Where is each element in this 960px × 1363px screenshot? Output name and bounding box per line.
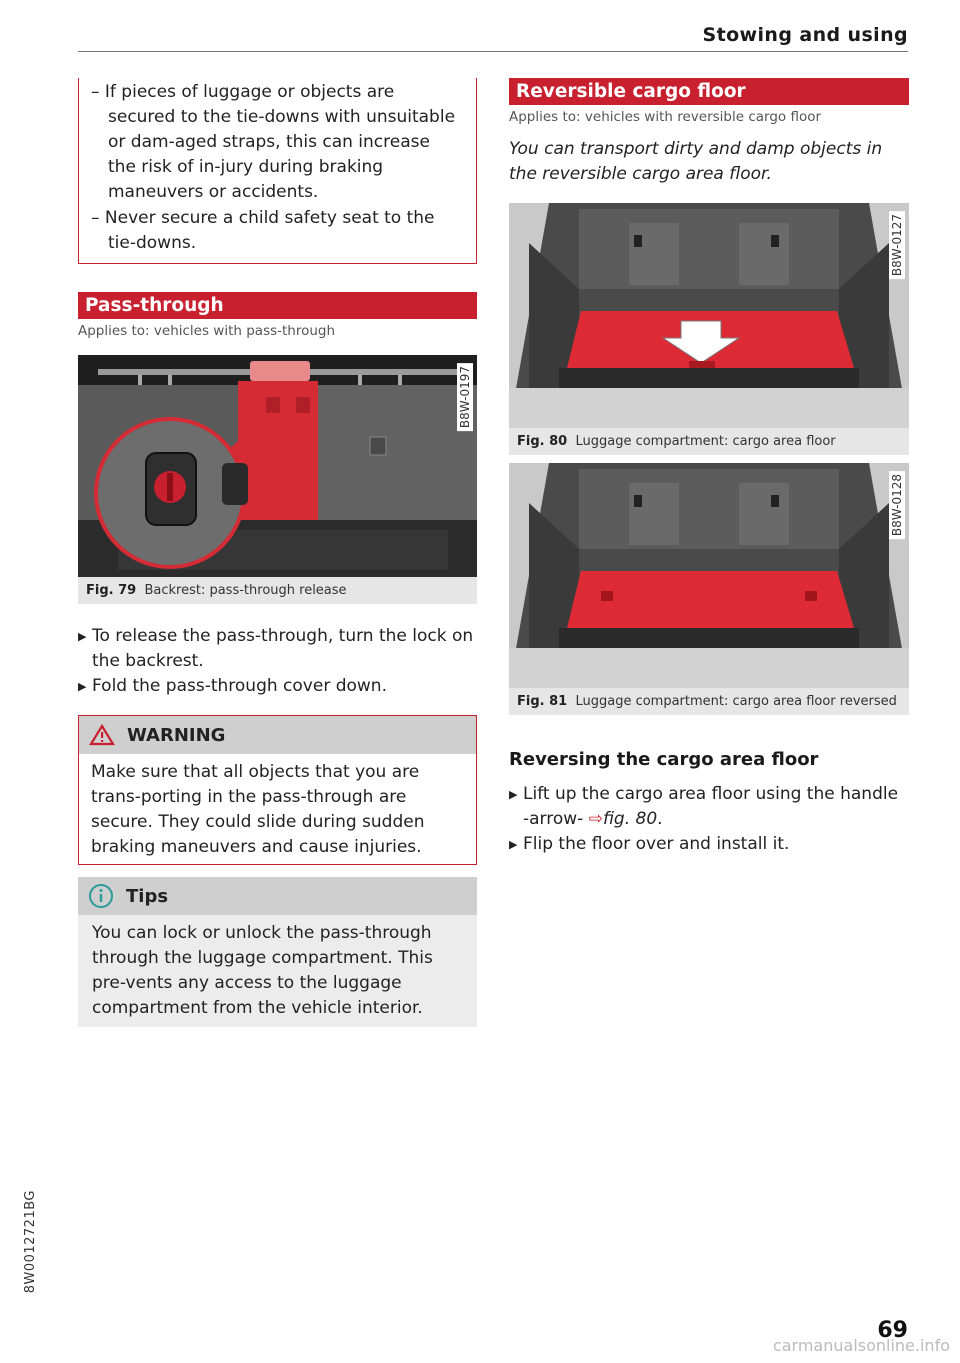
tips-label: Tips [126, 885, 169, 907]
step-item [509, 832, 909, 857]
figure-80 [509, 203, 909, 455]
figure-caption-text: Luggage compartment: cargo area floor [575, 434, 836, 449]
step-text: Lift up the cargo area floor using the handle -arrow- [523, 784, 899, 829]
document-code: 8W0012721BG [23, 1190, 38, 1294]
page-number: 69 [877, 1318, 908, 1343]
step-text: To release the pass-through, turn the lock on the backrest. [92, 626, 474, 671]
info-icon [88, 883, 114, 909]
figure-79 [78, 355, 477, 604]
figure-reference[interactable]: fig. 80 [602, 809, 658, 829]
tips-header [78, 877, 477, 915]
figure-80-image [509, 203, 909, 428]
figure-code: B8W-0197 [457, 363, 473, 431]
intro-text: You can transport dirty and damp objects in the reversible cargo area floor. [509, 139, 883, 184]
figure-81 [509, 463, 909, 715]
running-header: Stowing and using [702, 24, 908, 46]
step-item [78, 674, 477, 699]
warning-text: Make sure that all objects that you are trans-porting in the pass-through are secure. They could slide during sudden braking maneuvers and cause injuries. [91, 762, 425, 857]
step-arrow-icon: ▶ [509, 838, 518, 851]
left-column [78, 78, 477, 1027]
tips-text: You can lock or unlock the pass-through through the luggage compartment. This pre-vents any access to the luggage compartment from the vehicle interior. [92, 923, 433, 1018]
arrow-right-icon: ⇨ [588, 809, 603, 829]
warning-item: – If pieces of luggage or objects are secured to the tie-downs with unsuitable or dam-aged straps, this can increase the risk of in-jury during braking maneuvers or accidents. [91, 82, 456, 202]
backrest-illustration [78, 355, 477, 577]
warning-item: – Never secure a child safety seat to the tie-downs. [91, 208, 435, 253]
warning-continued-box [78, 78, 477, 264]
figure-caption [78, 577, 477, 604]
step-arrow-icon: ▶ [509, 788, 518, 801]
section-title-pass-through: Pass-through [78, 292, 477, 319]
figure-caption-text: Luggage compartment: cargo area floor reversed [575, 694, 897, 709]
figure-81-image [509, 463, 909, 688]
section-title-reversible-cargo-floor: Reversible cargo floor [509, 78, 909, 105]
warning-box [78, 715, 477, 865]
steps-list [509, 782, 909, 857]
subheading: Reversing the cargo area floor [509, 749, 819, 770]
cargo-floor-reversed-illustration [509, 463, 909, 688]
cargo-floor-illustration [509, 203, 909, 428]
step-text: Flip the floor over and install it. [523, 834, 790, 854]
step-text-end: . [657, 809, 663, 829]
warning-header [79, 716, 476, 754]
step-arrow-icon: ▶ [78, 630, 87, 643]
right-column [509, 78, 909, 857]
header-rule [78, 51, 908, 52]
step-item [509, 782, 909, 832]
figure-number: Fig. 80 [517, 434, 568, 449]
figure-caption-text: Backrest: pass-through release [144, 583, 347, 598]
watermark: carmanualsonline.info [772, 1336, 950, 1355]
warning-label: WARNING [127, 724, 226, 746]
step-arrow-icon: ▶ [78, 680, 87, 693]
step-text: Fold the pass-through cover down. [92, 676, 387, 696]
figure-code: B8W-0128 [889, 471, 905, 539]
figure-number: Fig. 81 [517, 694, 568, 709]
steps-list [78, 624, 477, 699]
applies-note: Applies to: vehicles with reversible cargo floor [509, 109, 822, 125]
figure-number: Fig. 79 [86, 583, 137, 598]
figure-code: B8W-0127 [889, 211, 905, 279]
figure-caption [509, 428, 909, 455]
warning-triangle-icon [89, 724, 115, 746]
applies-note: Applies to: vehicles with pass-through [78, 323, 336, 339]
step-item [78, 624, 477, 674]
figure-79-image [78, 355, 477, 577]
figure-caption [509, 688, 909, 715]
tips-box [78, 877, 477, 1027]
